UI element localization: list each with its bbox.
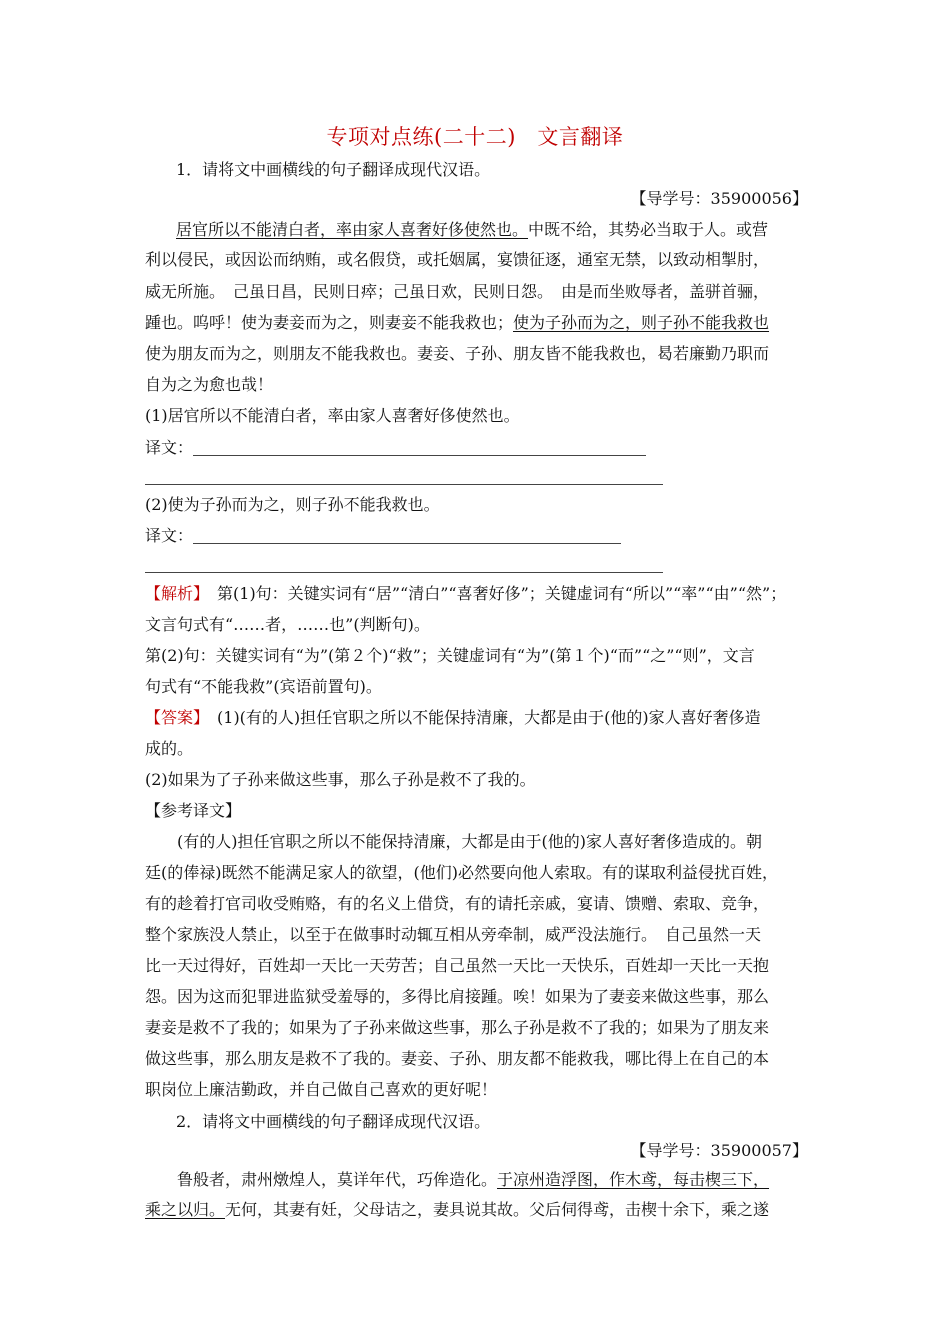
sub-question-1: (1)居官所以不能清白者，率由家人喜奢好侈使然也。 [145, 406, 520, 425]
answer-blank-1a [193, 455, 646, 456]
sub-question-2: (2)使为子孙而为之，则子孙不能我救也。 [145, 495, 440, 514]
answer-blank-2b [145, 572, 663, 573]
analysis-tag: 【解析】 [145, 584, 202, 603]
reference-line-8: 做这些事，那么朋友是救不了我的。妻妾、子孙、朋友都不能救我，哪比得上在自己的本 [145, 1049, 770, 1068]
underlined-sentence-3-end: 乘之以归。 [145, 1200, 226, 1219]
analysis-line-3: 第(2)句：关键实词有“为”(第２个)“救”；关键虚词有“为”(第１个)“而”“之”“则”，文言 [145, 646, 755, 665]
page-title: 专项对点练(二十二) 文言翻译 [326, 125, 624, 149]
passage2-line-2: 乘之以归。无何，其妻有妊，父母诘之，妻具说其故。父后伺得鸢，击楔十余下，乘之遂 [145, 1200, 770, 1219]
analysis-line-4: 句式有“不能我救”(宾语前置句)。 [145, 677, 382, 696]
reference-line-4: 整个家族没人禁止，以至于在做事时动辄互相从旁牵制，威严没法施行。 自己虽然一天 [145, 925, 762, 944]
passage-line-1: 居官所以不能清白者，率由家人喜奢好侈使然也。中既不给，其势必当取于人。或营 [176, 220, 769, 239]
answer-line-3: (2)如果为了子孙来做这些事，那么子孙是救不了我的。 [145, 770, 536, 789]
underlined-sentence-2: 使为子孙而为之，则子孙不能我救也 [513, 313, 770, 332]
reference-line-5: 比一天过得好，百姓却一天比一天劳苦；自己虽然一天比一天快乐，百姓却一天比一天抱 [145, 956, 770, 975]
analysis-line-1: 【解析】 第(1)句：关键实词有“居”“清白”“喜奢好侈”；关键虚词有“所以”“率”“由”“然”； [145, 584, 787, 603]
answer-blank-2a [193, 543, 621, 544]
guide-number-1: 【导学号：35900056】 [630, 189, 808, 208]
passage-line-4: 踵也。呜呼！使为妻妾而为之，则妻妾不能我救也；使为子孙而为之，则子孙不能我救也 [145, 313, 770, 332]
reference-translation-heading: 【参考译文】 [145, 801, 242, 820]
passage-line-3: 威无所施。 己虽日昌，民则日瘁；己虽日欢，民则日怨。 由是而坐败辱者，盖骈首骊， [145, 282, 770, 301]
answer-blank-1b [145, 484, 663, 485]
reference-line-6: 怨。因为这而犯罪进监狱受羞辱的，多得比肩接踵。唉！如果为了妻妾来做这些事，那么 [145, 987, 770, 1006]
passage-line-2: 利以侵民，或因讼而纳贿，或名假贷，或托姻属，宴馈征逐，通室无禁，以致动相掣肘， [145, 250, 770, 269]
answer-line-1: 【答案】 (1)(有的人)担任官职之所以不能保持清廉，大都是由于(他的)家人喜好奢侈造 [145, 708, 761, 727]
reference-line-9: 职岗位上廉洁勤政，并自己做自己喜欢的更好呢！ [145, 1080, 498, 1099]
question-1-prompt: 1．请将文中画横线的句子翻译成现代汉语。 [176, 160, 491, 179]
passage2-line-1: 鲁般者，肃州燉煌人，莫详年代，巧侔造化。于凉州造浮图，作木鸢，每击楔三下， [145, 1170, 770, 1189]
answer-tag: 【答案】 [145, 708, 202, 727]
underlined-sentence-1: 居官所以不能清白者，率由家人喜奢好侈使然也。 [176, 220, 529, 239]
reference-line-2: 廷(的俸禄)既然不能满足家人的欲望，(他们)必然要向他人索取。有的谋取利益侵扰百姓， [145, 863, 778, 882]
translation-label-2: 译文： [145, 526, 194, 545]
reference-line-1: (有的人)担任官职之所以不能保持清廉，大都是由于(他的)家人喜好奢侈造成的。朝 [145, 832, 762, 851]
guide-number-2: 【导学号：35900057】 [630, 1141, 808, 1160]
answer-line-2: 成的。 [145, 739, 194, 758]
analysis-line-2: 文言句式有“……者，……也”(判断句)。 [145, 615, 430, 634]
underlined-sentence-3: 于凉州造浮图，作木鸢，每击楔三下， [497, 1170, 770, 1189]
reference-line-7: 妻妾是救不了我的；如果为了子孙来做这些事，那么子孙是救不了我的；如果为了朋友来 [145, 1018, 770, 1037]
passage-line-5: 使为朋友而为之，则朋友不能我救也。妻妾、子孙、朋友皆不能我救也，曷若廉勤乃职而 [145, 344, 770, 363]
reference-line-3: 有的趁着打官司收受贿赂，有的名义上借贷，有的请托亲戚，宴请、馈赠、索取、竞争， [145, 894, 770, 913]
translation-label-1: 译文： [145, 438, 194, 457]
passage-line-6: 自为之为愈也哉！ [145, 375, 274, 394]
question-2-prompt: 2．请将文中画横线的句子翻译成现代汉语。 [176, 1112, 491, 1131]
